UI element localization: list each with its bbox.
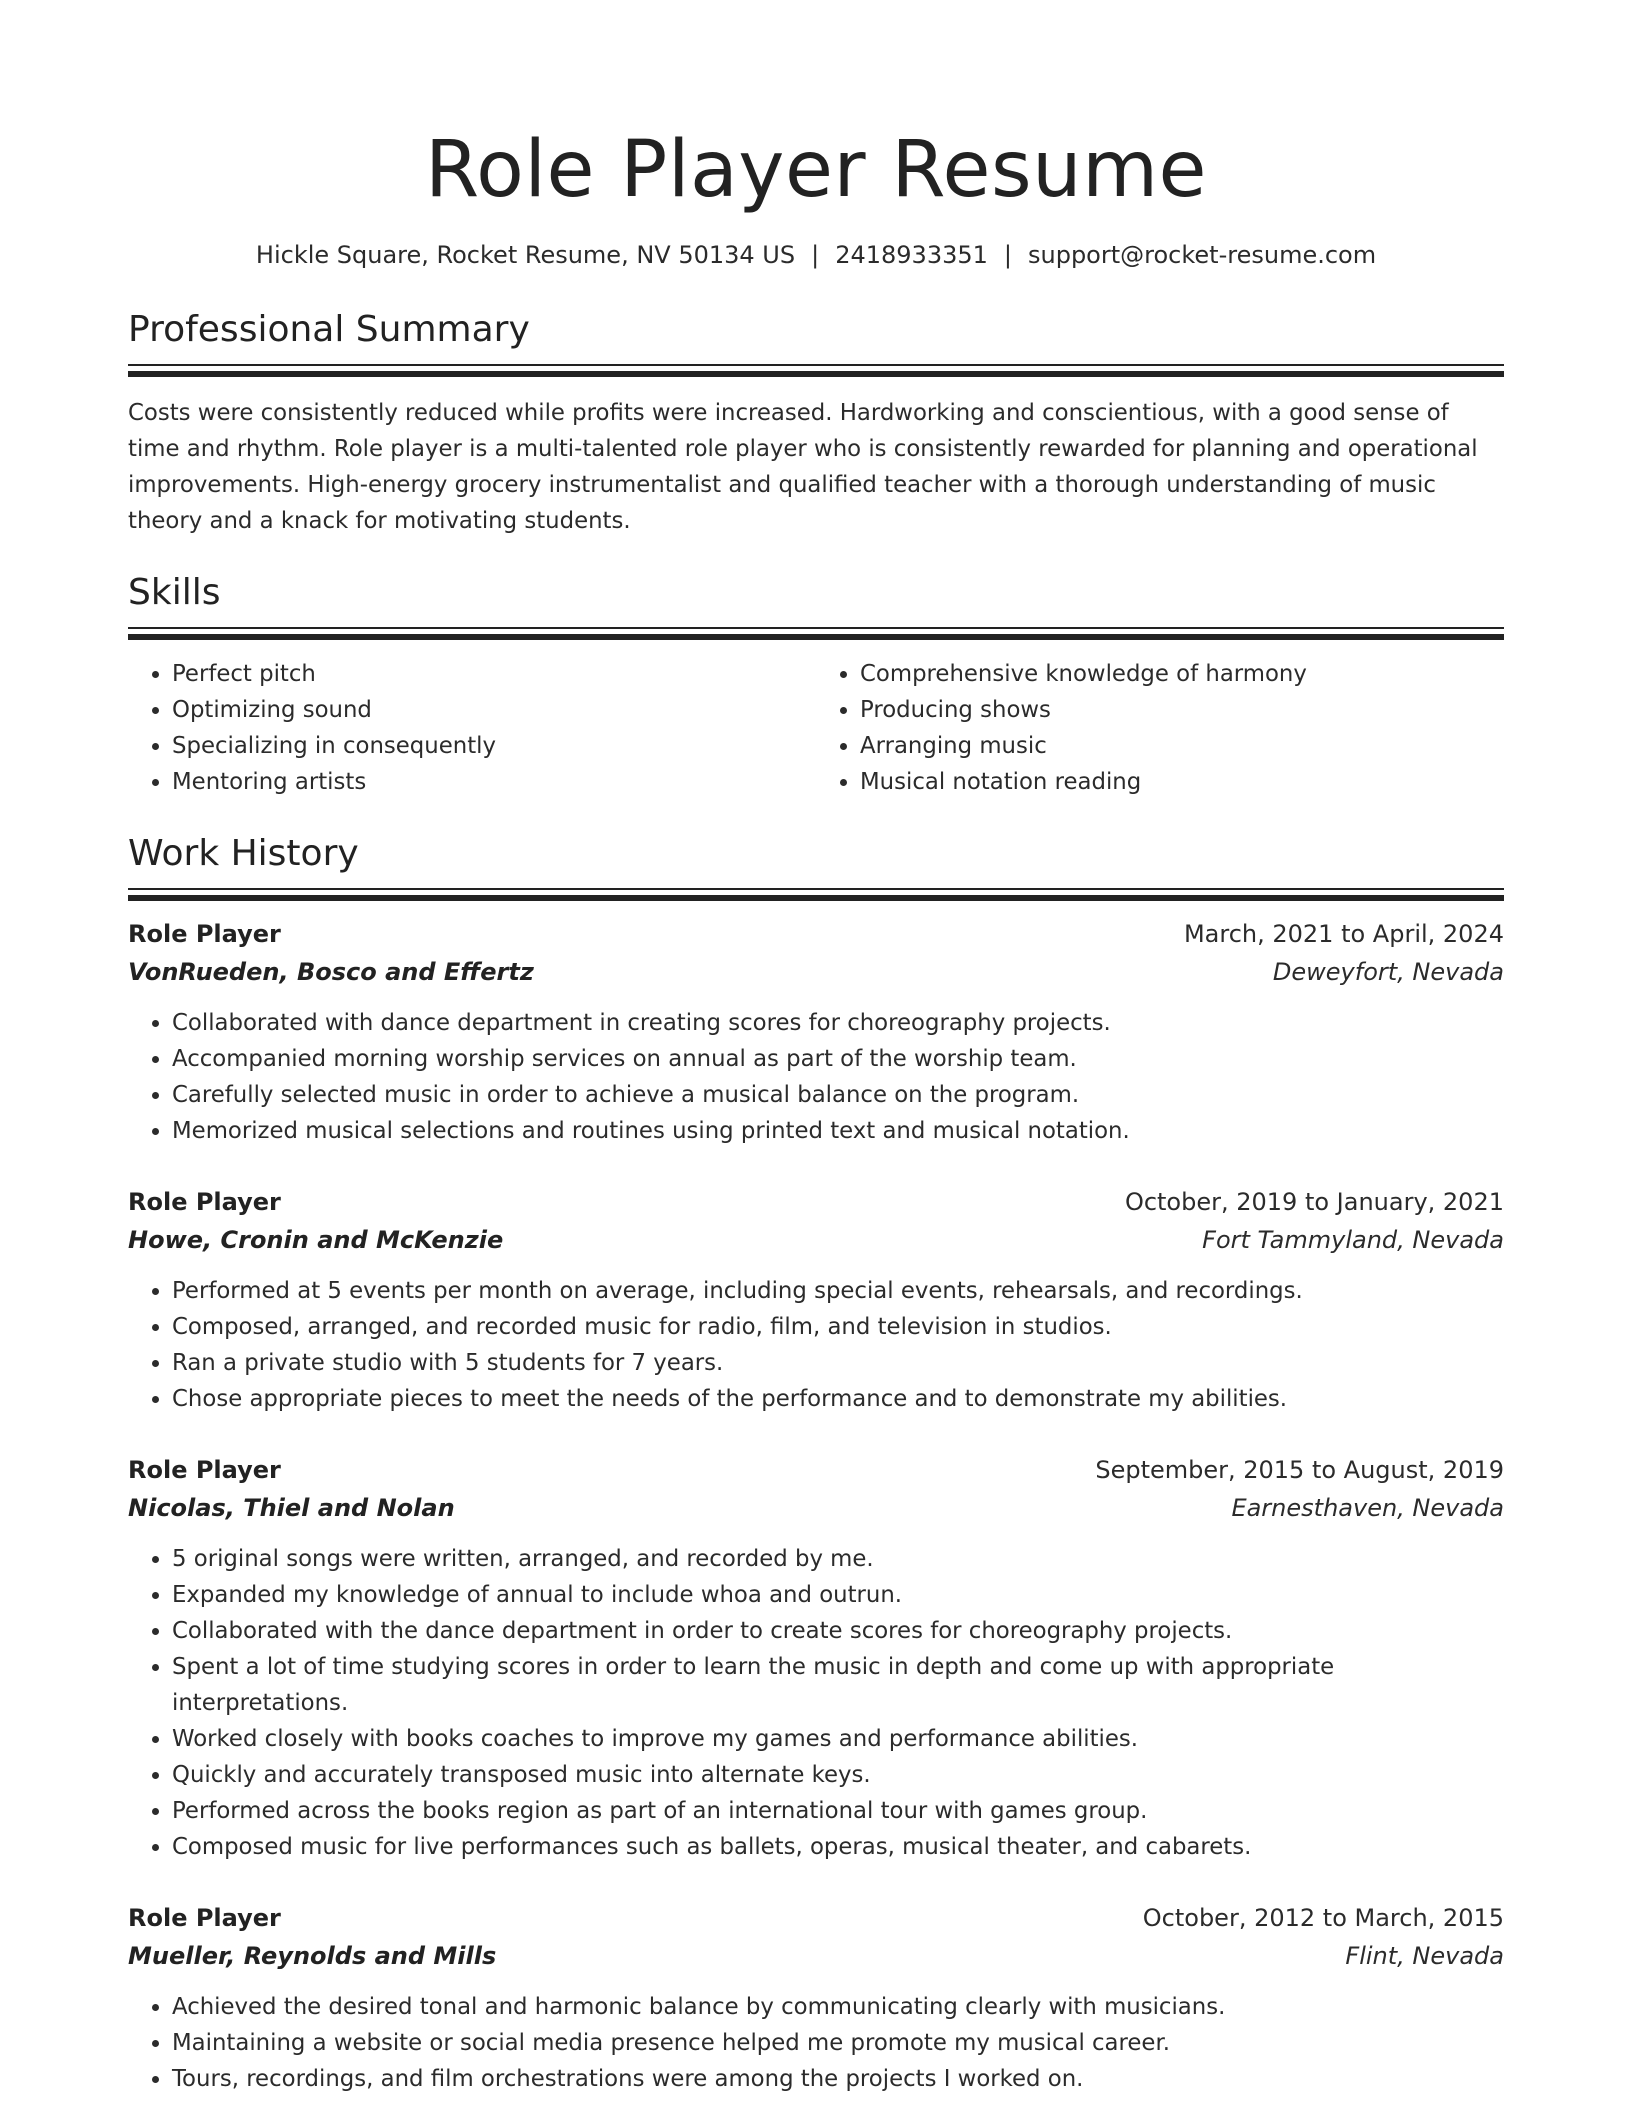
skill-item: • Mentoring artists xyxy=(172,764,816,800)
job-entry xyxy=(128,1183,1504,1417)
contact-phone: 2418933351 xyxy=(835,241,988,269)
contact-separator: | xyxy=(1003,241,1012,269)
job-company-row xyxy=(128,953,1504,991)
work-history-section xyxy=(128,832,1504,2097)
section-divider xyxy=(128,364,1504,377)
job-bullet: • Quickly and accurately transposed music into alternate keys. xyxy=(172,1757,1504,1793)
job-bullet: • Tours, recordings, and film orchestrations were among the projects I worked on. xyxy=(172,2061,1504,2097)
job-header-row xyxy=(128,1451,1504,1489)
job-title: Role Player xyxy=(128,920,281,948)
job-dates: October, 2012 to March, 2015 xyxy=(1142,1904,1504,1932)
job-location: Deweyfort, Nevada xyxy=(1272,958,1504,986)
job-title: Role Player xyxy=(128,1188,281,1216)
job-bullet: • 5 original songs were written, arranged, and recorded by me. xyxy=(172,1541,1504,1577)
job-bullet: • Accompanied morning worship services on annual as part of the worship team. xyxy=(172,1041,1504,1077)
job-company: Mueller, Reynolds and Mills xyxy=(128,1942,497,1970)
job-bullet: • Spent a lot of time studying scores in order to learn the music in depth and come up with appropriate interpretations. xyxy=(172,1649,1504,1721)
job-company-row xyxy=(128,1937,1504,1975)
skill-item: • Optimizing sound xyxy=(172,692,816,728)
job-bullet: • Worked closely with books coaches to improve my games and performance abilities. xyxy=(172,1721,1504,1757)
skills-grid xyxy=(128,656,1504,800)
job-company: VonRueden, Bosco and Effertz xyxy=(128,958,534,986)
job-bullet: • Composed music for live performances such as ballets, operas, musical theater, and cabarets. xyxy=(172,1829,1504,1865)
job-dates: October, 2019 to January, 2021 xyxy=(1124,1188,1504,1216)
job-title: Role Player xyxy=(128,1456,281,1484)
job-dates: September, 2015 to August, 2019 xyxy=(1095,1456,1504,1484)
section-title-work-history: Work History xyxy=(128,833,359,874)
job-bullet: • Composed, arranged, and recorded music for radio, film, and television in studios. xyxy=(172,1309,1504,1345)
job-bullet: • Memorized musical selections and routines using printed text and musical notation. xyxy=(172,1113,1504,1149)
job-location: Earnesthaven, Nevada xyxy=(1231,1494,1504,1522)
contact-line xyxy=(128,240,1504,270)
job-entry xyxy=(128,915,1504,1149)
skills-column-left xyxy=(128,656,816,800)
skill-item: • Arranging music xyxy=(860,728,1504,764)
job-header-row xyxy=(128,1899,1504,1937)
skill-item: • Producing shows xyxy=(860,692,1504,728)
job-bullet: • Maintaining a website or social media presence helped me promote my musical career. xyxy=(172,2025,1504,2061)
skill-item: • Specializing in consequently xyxy=(172,728,816,764)
contact-separator: | xyxy=(811,241,820,269)
job-bullets xyxy=(128,1005,1504,1149)
job-location: Flint, Nevada xyxy=(1345,1942,1504,1970)
summary-section xyxy=(128,308,1504,539)
job-bullet: • Expanded my knowledge of annual to include whoa and outrun. xyxy=(172,1577,1504,1613)
job-header-row xyxy=(128,915,1504,953)
job-bullets xyxy=(128,1273,1504,1417)
section-divider xyxy=(128,888,1504,901)
job-bullet: • Achieved the desired tonal and harmonic balance by communicating clearly with musicians. xyxy=(172,1989,1504,2025)
job-bullets xyxy=(128,1541,1504,1865)
job-entry xyxy=(128,1451,1504,1865)
job-bullets xyxy=(128,1989,1504,2097)
skills-section xyxy=(128,571,1504,800)
job-location: Fort Tammyland, Nevada xyxy=(1202,1226,1504,1254)
job-company: Nicolas, Thiel and Nolan xyxy=(128,1494,455,1522)
contact-address: Hickle Square, Rocket Resume, NV 50134 US xyxy=(255,241,796,269)
resume-page xyxy=(128,0,1504,2097)
job-company-row xyxy=(128,1221,1504,1259)
job-bullet: • Performed across the books region as part of an international tour with games group. xyxy=(172,1793,1504,1829)
skill-item: • Perfect pitch xyxy=(172,656,816,692)
job-title: Role Player xyxy=(128,1904,281,1932)
job-entry xyxy=(128,1899,1504,2097)
job-bullet: • Collaborated with the dance department in order to create scores for choreography projects. xyxy=(172,1613,1504,1649)
job-bullet: • Collaborated with dance department in creating scores for choreography projects. xyxy=(172,1005,1504,1041)
job-company: Howe, Cronin and McKenzie xyxy=(128,1226,504,1254)
skill-item: • Musical notation reading xyxy=(860,764,1504,800)
section-title-skills: Skills xyxy=(128,572,221,613)
job-dates: March, 2021 to April, 2024 xyxy=(1183,920,1504,948)
job-bullet: • Carefully selected music in order to achieve a musical balance on the program. xyxy=(172,1077,1504,1113)
job-bullet: • Chose appropriate pieces to meet the needs of the performance and to demonstrate my abilities. xyxy=(172,1381,1504,1417)
job-header-row xyxy=(128,1183,1504,1221)
resume-name: Role Player Resume xyxy=(424,125,1208,215)
job-bullet: • Performed at 5 events per month on average, including special events, rehearsals, and recordings. xyxy=(172,1273,1504,1309)
job-company-row xyxy=(128,1489,1504,1527)
skill-item: • Comprehensive knowledge of harmony xyxy=(860,656,1504,692)
job-bullet: • Ran a private studio with 5 students for 7 years. xyxy=(172,1345,1504,1381)
skills-column-right xyxy=(816,656,1504,800)
contact-email: support@rocket-resume.com xyxy=(1028,241,1377,269)
section-title-summary: Professional Summary xyxy=(128,309,530,350)
section-divider xyxy=(128,627,1504,640)
summary-text: Costs were consistently reduced while profits were increased. Hardworking and conscientious, with a good sense of time and rhythm. Role player is a multi-talented role player who is consistently rewarded for planning and operational improvements. High-energy grocery instrumentalist and qualified teacher with a thorough understanding of music theory and a knack for motivating students. xyxy=(128,400,1478,534)
